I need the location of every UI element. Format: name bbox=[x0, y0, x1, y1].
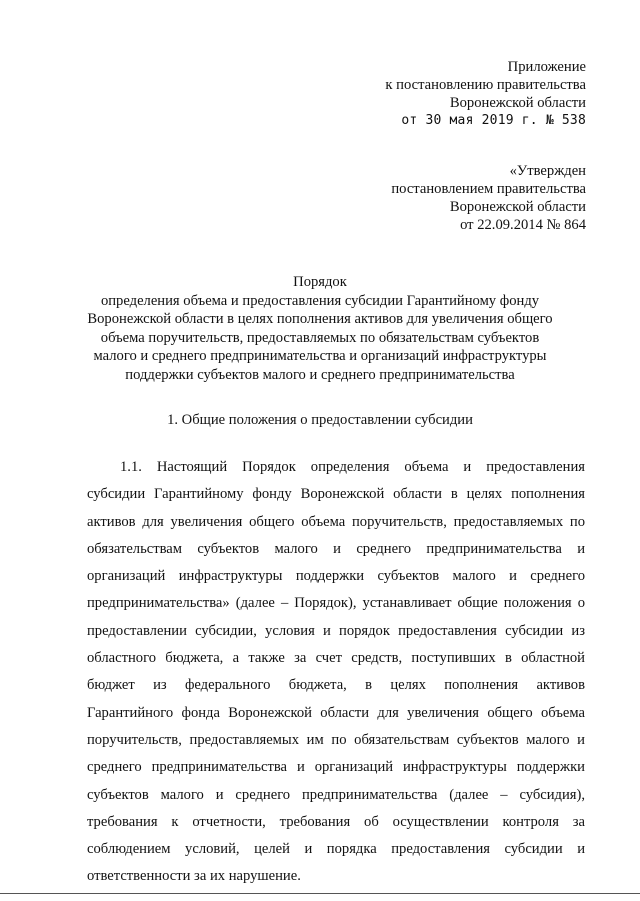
paragraph-line: среднего предпринимательства и организаций инфраструктуры поддержки bbox=[87, 759, 585, 776]
paragraph-line: Гарантийного фонда Воронежской области для увеличения общего объема bbox=[87, 704, 585, 721]
approved-resolution: постановлением правительства bbox=[391, 181, 586, 197]
approved-date-number: от 22.09.2014 № 864 bbox=[460, 217, 586, 233]
paragraph-line: субсидии Гарантийному фонду Воронежской области в целях пополнения bbox=[87, 486, 585, 503]
paragraph-line: требования к отчетности, требования об осуществлении контроля за bbox=[87, 813, 585, 830]
document-title bbox=[70, 273, 570, 384]
title-line: объема поручительств, предоставляемых по обязательствам субъектов bbox=[100, 329, 540, 346]
appendix-region: Воронежской области bbox=[449, 95, 586, 111]
paragraph-line: 1.1. Настоящий Порядок определения объема и предоставления bbox=[120, 459, 585, 475]
appendix-date-number: от 30 мая 2019 г. № 538 bbox=[401, 113, 586, 128]
paragraph-line: ответственности за их нарушение. bbox=[87, 868, 301, 885]
section-heading: 1. Общие положения о предоставлении субсидии bbox=[167, 412, 473, 428]
paragraph-line: предоставлении субсидии, условия и порядок предоставления субсидии из bbox=[87, 622, 585, 639]
paragraph-line: областного бюджета, а также за счет средств, поступивших в областной bbox=[87, 650, 585, 667]
paragraph-line: обязательствам субъектов малого и среднего предпринимательства и bbox=[87, 540, 585, 557]
approved-region: Воронежской области bbox=[449, 199, 586, 215]
paragraph-1-1 bbox=[87, 454, 585, 891]
title-line: Порядок bbox=[293, 274, 347, 290]
title-line: поддержки субъектов малого и среднего предпринимательства bbox=[125, 366, 515, 383]
paragraph-line: предпринимательства» (далее – Порядок), устанавливает общие положения о bbox=[87, 595, 585, 612]
approved-label: «Утвержден bbox=[509, 163, 586, 179]
approval-stamp bbox=[391, 162, 586, 234]
paragraph-line: субъектов малого и среднего предпринимательства (далее – субсидия), bbox=[87, 786, 585, 803]
paragraph-line: организаций инфраструктуры поддержки субъектов малого и среднего bbox=[87, 568, 585, 585]
paragraph-line: активов для увеличения общего объема поручительств, предоставляемых по bbox=[87, 513, 585, 530]
page-edge-rule bbox=[0, 893, 640, 894]
title-line: определения объема и предоставления субсидии Гарантийному фонду bbox=[100, 292, 540, 309]
paragraph-line: бюджет из федерального бюджета, в целях пополнения активов bbox=[87, 677, 585, 694]
appendix-label: Приложение bbox=[507, 59, 586, 75]
paragraph-line: поручительств, предоставляемых им по обязательствам субъектов малого и bbox=[87, 731, 585, 748]
paragraph-line: соблюдением условий, целей и порядка предоставления субсидии и bbox=[87, 841, 585, 858]
title-line: малого и среднего предпринимательства и организаций инфраструктуры bbox=[93, 348, 547, 364]
appendix-resolution: к постановлению правительства bbox=[385, 77, 586, 93]
appendix-header bbox=[385, 58, 586, 130]
title-line: Воронежской области в целях пополнения активов для увеличения общего bbox=[87, 311, 553, 327]
